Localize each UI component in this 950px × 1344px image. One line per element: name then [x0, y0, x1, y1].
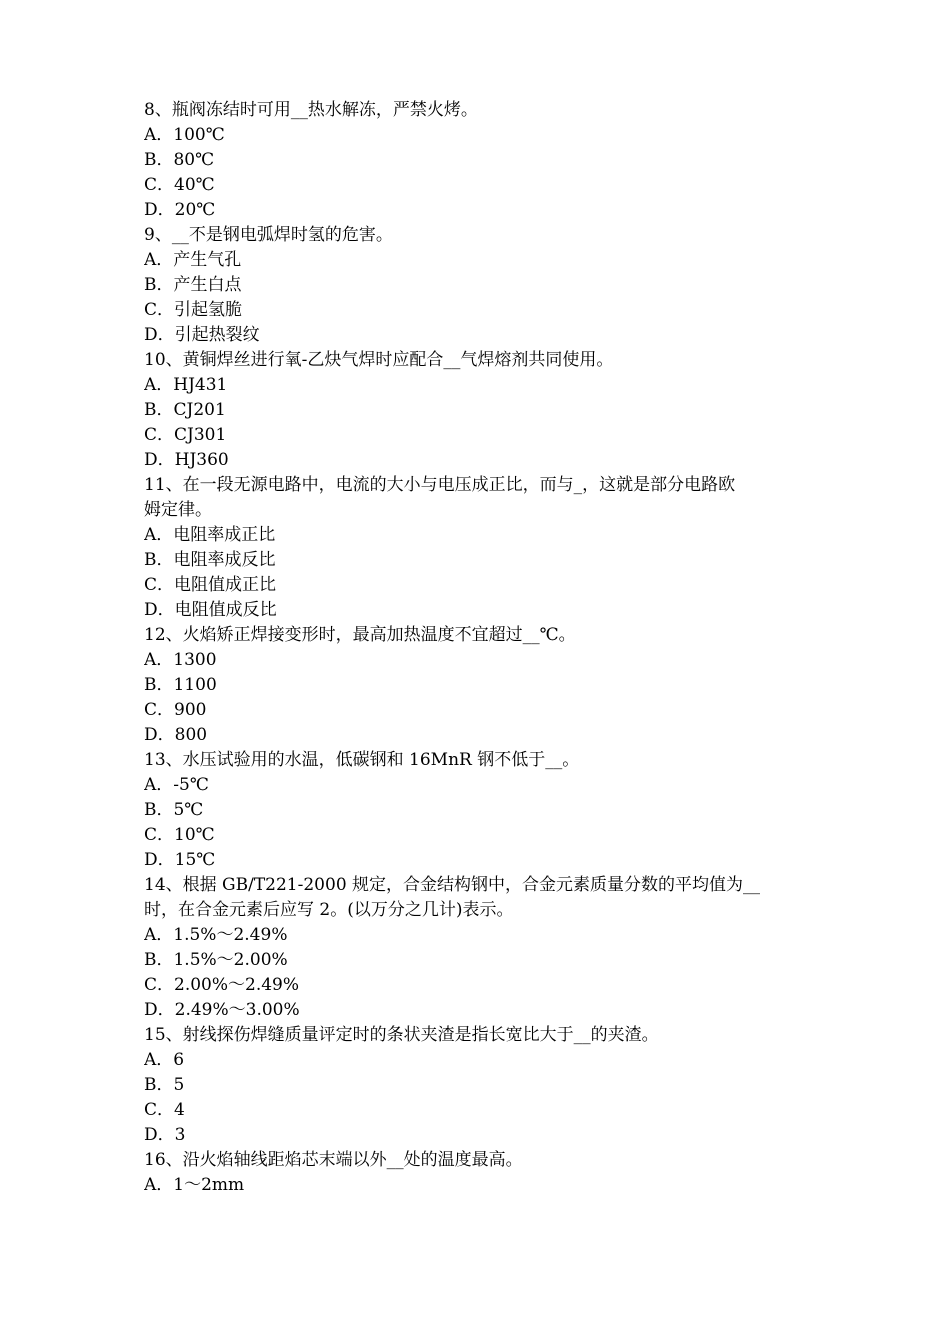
question-10-option-a: A．HJ431: [144, 375, 228, 395]
question-14-option-b: B．1.5%～2.00%: [144, 950, 288, 970]
question-15-option-d: D．3: [144, 1125, 186, 1145]
question-9-option-a: A．产生气孔: [144, 250, 242, 270]
question-12-option-c: C．900: [144, 700, 207, 720]
question-11-option-d: D．电阻值成反比: [144, 600, 277, 620]
question-13-option-a: A．-5℃: [144, 775, 209, 795]
question-16-stem: 16、沿火焰轴线距焰芯末端以外__处的温度最高。: [144, 1150, 523, 1170]
question-9-stem: 9、__不是钢电弧焊时氢的危害。: [144, 225, 393, 245]
question-14-stem-line-1: 14、根据 GB/T221-2000 规定，合金结构钢中，合金元素质量分数的平均值为__: [144, 875, 761, 895]
question-8-stem: 8、瓶阀冻结时可用__热水解冻，严禁火烤。: [144, 100, 478, 120]
question-13-stem: 13、水压试验用的水温，低碳钢和 16MnR 钢不低于__。: [144, 750, 580, 770]
question-14-stem-line-2: 时，在合金元素后应写 2。(以万分之几计)表示。: [144, 900, 514, 920]
question-12-option-b: B．1100: [144, 675, 217, 695]
question-10-option-c: C．CJ301: [144, 425, 227, 445]
question-16-option-a: A．1～2mm: [144, 1175, 245, 1195]
question-14-option-d: D．2.49%～3.00%: [144, 1000, 300, 1020]
question-13-option-c: C．10℃: [144, 825, 215, 845]
question-15-stem: 15、射线探伤焊缝质量评定时的条状夹渣是指长宽比大于__的夹渣。: [144, 1025, 659, 1045]
question-14-option-c: C．2.00%～2.49%: [144, 975, 300, 995]
question-11-option-c: C．电阻值成正比: [144, 575, 277, 595]
question-9-option-b: B．产生白点: [144, 275, 242, 295]
question-15-option-b: B．5: [144, 1075, 185, 1095]
question-10-option-d: D．HJ360: [144, 450, 229, 470]
question-13-option-d: D．15℃: [144, 850, 216, 870]
question-15-option-c: C．4: [144, 1100, 185, 1120]
question-11-stem-line-1: 11、在一段无源电路中，电流的大小与电压成正比，而与_，这就是部分电路欧: [144, 475, 736, 495]
question-8-option-d: D．20℃: [144, 200, 216, 220]
question-9-option-d: D．引起热裂纹: [144, 325, 260, 345]
question-11-option-b: B．电阻率成反比: [144, 550, 276, 570]
question-10-option-b: B．CJ201: [144, 400, 226, 420]
question-9-option-c: C．引起氢脆: [144, 300, 243, 320]
question-10-stem: 10、黄铜焊丝进行氧-乙炔气焊时应配合__气焊熔剂共同使用。: [144, 350, 614, 370]
question-12-option-a: A．1300: [144, 650, 217, 670]
question-12-stem: 12、火焰矫正焊接变形时，最高加热温度不宜超过__℃。: [144, 625, 576, 645]
question-8-option-c: C．40℃: [144, 175, 215, 195]
question-8-option-a: A．100℃: [144, 125, 225, 145]
question-13-option-b: B．5℃: [144, 800, 204, 820]
question-15-option-a: A．6: [144, 1050, 185, 1070]
question-8-option-b: B．80℃: [144, 150, 215, 170]
question-14-option-a: A．1.5%～2.49%: [144, 925, 288, 945]
question-11-stem-line-2: 姆定律。: [144, 500, 212, 520]
question-12-option-d: D．800: [144, 725, 208, 745]
document-page: [144, 98, 814, 1198]
question-11-option-a: A．电阻率成正比: [144, 525, 276, 545]
